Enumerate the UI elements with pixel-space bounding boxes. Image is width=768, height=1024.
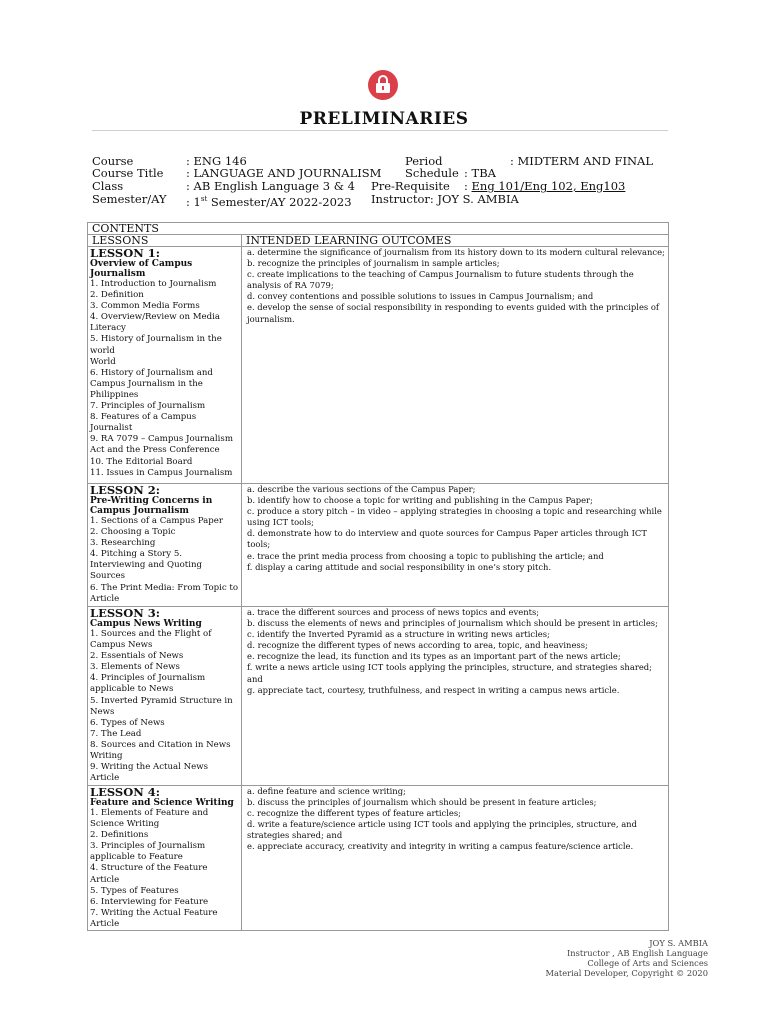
lesson-topics: 1. Sections of a Campus Paper 2. Choosing a Topic 3. Researching 4. Pitching a Story 5. Interviewing and Quoting Sources 6. The Print Media: From Topic to Article	[90, 516, 239, 604]
semester-value: : 1st Semester/AY 2022-2023	[186, 194, 352, 209]
outcome-item: a. determine the significance of journalism from its history down to its modern cultural relevance;	[247, 247, 665, 257]
page-title: PRELIMINARIES	[299, 109, 469, 129]
lesson-subtitle: Pre-Writing Concerns in Campus Journalism	[90, 496, 213, 516]
lesson-cell	[88, 607, 242, 786]
contents-table	[87, 222, 669, 931]
semester-label: Semester/AY	[92, 192, 167, 206]
outcome-item: g. appreciate tact, courtesy, truthfulness, and respect in writing a campus news article.	[247, 684, 620, 695]
outcome-item: d. demonstrate how to do interview and quote sources for Campus Paper articles through ICT tools;	[247, 528, 647, 550]
prereq-label: Pre-Requisite	[371, 179, 450, 193]
footer-role: Instructor , AB English Language	[567, 948, 708, 958]
outcome-item: d. convey contentions and possible solutions to issues in Campus Journalism; and	[247, 291, 594, 302]
class-value: : AB English Language 3 & 4	[186, 179, 355, 193]
outcome-item: b. discuss the principles of journalism which should be present in feature articles;	[247, 797, 597, 808]
outcome-item: b. recognize the principles of journalism in sample articles;	[247, 258, 500, 269]
outcome-item: e. develop the sense of social responsibility in responding to events guided with the principles of journalism.	[247, 302, 660, 324]
prereq-value: : Eng 101/Eng 102, Eng103	[464, 179, 626, 193]
outcome-item: a. describe the various sections of the Campus Paper;	[247, 484, 476, 494]
lesson-subtitle: Feature and Science Writing	[90, 798, 234, 808]
course-label: Course	[92, 154, 134, 168]
lesson-name: LESSON 1:	[90, 246, 160, 260]
outcome-item: d. recognize the different types of news according to area, topic, and heaviness;	[247, 640, 588, 651]
course-title-label: Course Title	[92, 166, 164, 180]
outcome-item: c. identify the Inverted Pyramid as a structure in writing news articles;	[247, 629, 550, 640]
lesson-cell	[88, 786, 242, 931]
footer-college: College of Arts and Sciences	[587, 958, 708, 968]
lesson-subtitle: Overview of Campus Journalism	[90, 259, 193, 279]
contents-header-row	[88, 223, 669, 235]
lesson-topics: 1. Introduction to Journalism 2. Definition 3. Common Media Forms 4. Overview/Review on Media Literacy 5. History of Journalism in the world World 6. History of Journalism and Campus Journalism in the Philippines 7. Principles of Journalism 8. Features of a Campus Journalist 9. RA 7079 – Campus Journalism Act and the Press Conference 10. The Editorial Board 11. Issues in Campus Journalism	[90, 279, 233, 478]
course-title-value: : LANGUAGE AND JOURNALISM	[186, 166, 382, 180]
lesson-row	[88, 247, 669, 484]
outcome-item: b. identify how to choose a topic for writing and publishing in the Campus Paper;	[247, 495, 593, 506]
outcome-item: a. trace the different sources and process of news topics and events;	[247, 607, 540, 617]
lesson-cell	[88, 247, 242, 484]
lesson-topics: 1. Sources and the Flight of Campus News 2. Essentials of News 3. Elements of News 4. Principles of Journalism applicable to News 5. Inverted Pyramid Structure in News 6. Types of News 7. The Lead 8. Sources and Citation in News Writing 9. Writing the Actual News Article	[90, 629, 233, 784]
column-header-row	[88, 235, 669, 247]
outcomes-cell	[242, 247, 669, 484]
lesson-name: LESSON 3:	[90, 606, 160, 620]
lesson-topics: 1. Elements of Feature and Science Writing 2. Definitions 3. Principles of Journalism applicable to Feature 4. Structure of the Feature Article 5. Types of Features 6. Interviewing for Feature 7. Writing the Actual Feature Article	[90, 808, 218, 929]
outcomes-cell	[242, 484, 669, 607]
class-label: Class	[92, 179, 124, 193]
instructor-label: Instructor: JOY S. AMBIA	[371, 192, 519, 206]
lock-icon	[368, 70, 398, 100]
lesson-row	[88, 786, 669, 931]
outcomes-cell	[242, 786, 669, 931]
schedule-label: Schedule	[405, 166, 459, 180]
outcome-item: c. produce a story pitch – in video – applying strategies in choosing a topic and researching while using ICT tools;	[247, 506, 662, 528]
outcomes-column-header: INTENDED LEARNING OUTCOMES	[242, 235, 669, 247]
outcome-item: f. write a news article using ICT tools applying the principles, structure, and strategies shared; and	[247, 662, 652, 684]
footer-name: JOY S. AMBIA	[649, 938, 708, 948]
lesson-cell	[88, 484, 242, 607]
outcome-item: e. appreciate accuracy, creativity and integrity in writing a campus feature/science article.	[247, 841, 634, 852]
outcome-item: d. write a feature/science article using ICT tools and applying the principles, structure, and strategies shared; and	[247, 819, 637, 841]
outcome-item: f. display a caring attitude and social responsibility in one’s story pitch.	[247, 561, 552, 572]
schedule-value: : TBA	[464, 166, 496, 180]
footer	[545, 938, 708, 978]
outcome-item: c. recognize the different types of feature articles;	[247, 808, 461, 819]
contents-header: CONTENTS	[88, 223, 669, 235]
course-value: : ENG 146	[186, 154, 247, 168]
footer-copyright: Material Developer, Copyright © 2020	[545, 968, 708, 978]
lesson-name: LESSON 4:	[90, 785, 160, 799]
outcome-item: e. recognize the lead, its function and its types as an important part of the news article;	[247, 651, 621, 662]
outcome-item: b. discuss the elements of news and principles of journalism which should be present in articles;	[247, 618, 658, 629]
title-divider	[92, 130, 668, 131]
outcome-item: e. trace the print media process from choosing a topic to publishing the article; and	[247, 550, 604, 561]
outcomes-cell	[242, 607, 669, 786]
lesson-row	[88, 484, 669, 607]
period-label: Period	[405, 154, 443, 168]
outcome-item: a. define feature and science writing;	[247, 786, 406, 796]
lessons-column-header: LESSONS	[88, 235, 242, 247]
lesson-subtitle: Campus News Writing	[90, 619, 202, 629]
outcome-item: c. create implications to the teaching of Campus Journalism to future students through the analysis of RA 7079;	[247, 269, 634, 291]
period-value: : MIDTERM AND FINAL	[510, 154, 653, 168]
lesson-name: LESSON 2:	[90, 483, 160, 497]
lesson-row	[88, 607, 669, 786]
